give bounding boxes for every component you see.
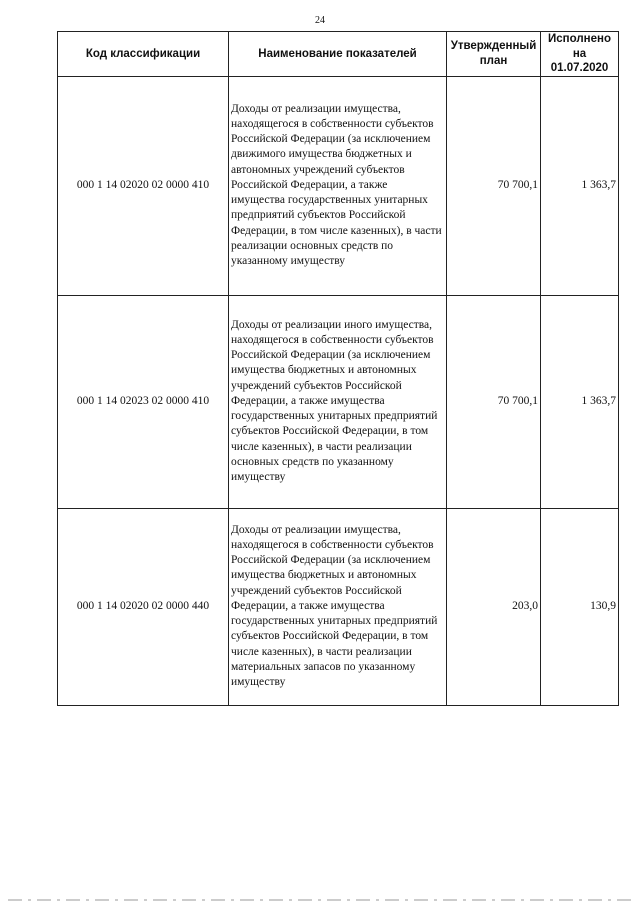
table-row [58,76,619,295]
scan-edge-dashes [0,899,640,901]
header-code: Код классификации [58,32,229,77]
table-header-row [58,32,619,77]
cell-name: Доходы от реализации имущества, находящегося в собственности субъектов Российской Федерации (за исключением имущества бюджетных и автономных учреждений субъектов Российской Федерации, а также имущества государственных унитарных предприятий субъектов Российской Федерации, в том числе казенных), в части реализации материальных запасов по указанному имуществу [229,508,447,705]
page-number: 24 [315,15,325,26]
cell-plan: 203,0 [447,508,541,705]
header-done: Исполнено на 01.07.2020 [541,32,619,77]
header-plan: Утвержденный план [447,32,541,77]
revenue-table [57,31,619,706]
header-name: Наименование показателей [229,32,447,77]
cell-code: 000 1 14 02020 02 0000 440 [58,508,229,705]
cell-name: Доходы от реализации имущества, находящегося в собственности субъектов Российской Федерации (за исключением движимого имущества бюджетных и автономных учреждений субъектов Российской Федерации, а также имущества государственных унитарных предприятий субъектов Российской Федерации, в том числе казенных), в части реализации основных средств по указанному имуществу [229,76,447,295]
cell-code: 000 1 14 02023 02 0000 410 [58,295,229,508]
cell-code: 000 1 14 02020 02 0000 410 [58,76,229,295]
cell-plan: 70 700,1 [447,76,541,295]
cell-done: 1 363,7 [541,295,619,508]
table-row [58,508,619,705]
cell-done: 130,9 [541,508,619,705]
cell-name: Доходы от реализации иного имущества, находящегося в собственности субъектов Российской Федерации (за исключением имущества бюджетных и автономных учреждений субъектов Российской Федерации, а также имущества государственных унитарных предприятий субъектов Российской Федерации, в том числе казенных), в части реализации основных средств по указанному имуществу [229,295,447,508]
table-row [58,295,619,508]
cell-done: 1 363,7 [541,76,619,295]
cell-plan: 70 700,1 [447,295,541,508]
